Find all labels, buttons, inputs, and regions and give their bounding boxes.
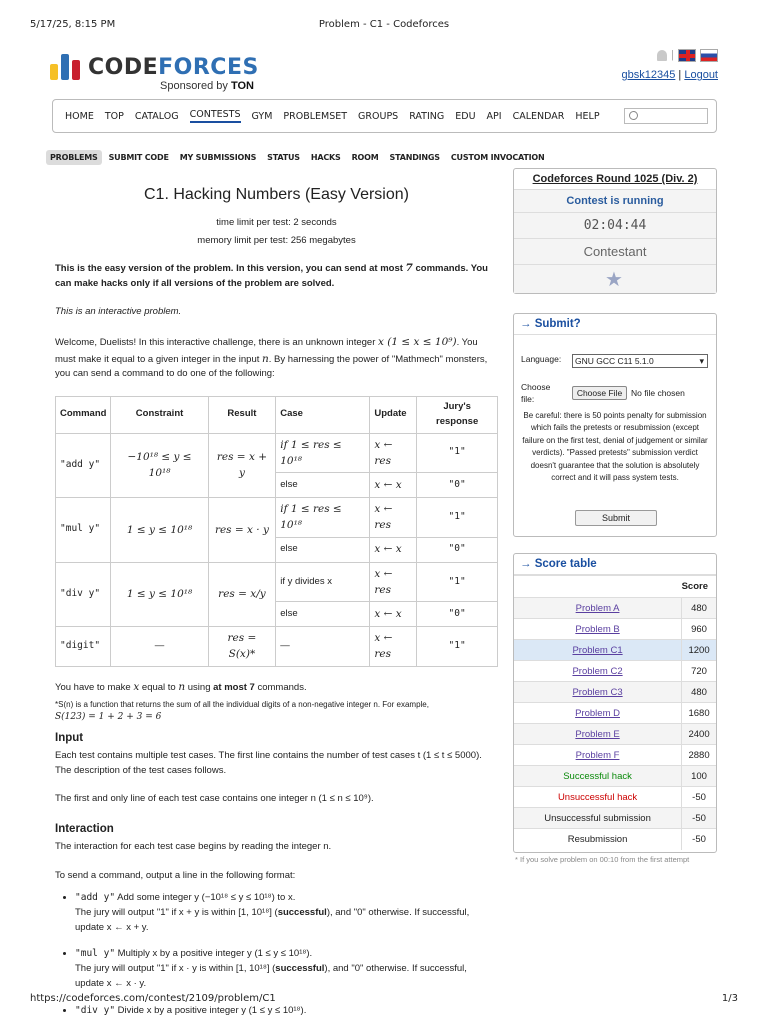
- submit-box: [513, 313, 717, 537]
- menu-edu[interactable]: EDU: [455, 110, 476, 122]
- submit-button[interactable]: Submit: [575, 510, 657, 526]
- footnote: *S(n) is a function that returns the sum of all the individual digits of a non-negative integer n. For example, S(123) = 1 + 2 + 3 = 6: [55, 700, 429, 722]
- submenu-my-submissions[interactable]: MY SUBMISSIONS: [179, 153, 257, 162]
- interaction-section-title: Interaction: [55, 823, 114, 835]
- table-row: "div y" 1 ≤ y ≤ 10¹⁸ res = x/y if y divides x x ← res "1": [56, 562, 498, 602]
- participant-role: Contestant: [514, 239, 716, 265]
- table-row: Problem C2 720: [514, 661, 716, 682]
- print-datetime: 5/17/25, 8:15 PM: [30, 19, 116, 30]
- submenu-problems[interactable]: PROBLEMS: [46, 150, 102, 165]
- submenu-submit-code[interactable]: SUBMIT CODE: [108, 153, 169, 162]
- score-table-title: → Score table: [514, 554, 716, 575]
- list-item: • "add y" Add some integer y (−10¹⁸ ≤ y ≤ 10¹⁸) to x. The jury will output "1" if x + y is within [1, 10¹⁸] (successful), and "0" otherwise. If successful, update x ← x + y.: [75, 891, 498, 935]
- score-problem-b-link[interactable]: Problem B: [575, 623, 620, 635]
- logo-bars-icon: [50, 54, 82, 80]
- menu-problemset[interactable]: PROBLEMSET: [283, 110, 348, 122]
- logout-link[interactable]: Logout: [684, 69, 718, 81]
- menu-calendar[interactable]: CALENDAR: [512, 110, 565, 122]
- search-icon: [629, 111, 638, 120]
- easy-version-note: This is the easy version of the problem. In this version, you can send at most 7 commands. You can make hacks only if all versions of the problem are solved.: [55, 261, 488, 289]
- table-row: Problem A 480: [514, 598, 716, 619]
- menu-help[interactable]: HELP: [575, 110, 600, 122]
- table-row: else x ← x "0": [56, 537, 498, 562]
- english-flag-icon[interactable]: [678, 49, 696, 62]
- input-paragraph-2: The first and only line of each test case contains one integer n (1 ≤ n ≤ 10⁹).: [55, 793, 374, 805]
- menu-home[interactable]: HOME: [65, 110, 94, 122]
- interactive-note: This is an interactive problem.: [55, 306, 182, 318]
- commands-table: [55, 396, 498, 667]
- username-link[interactable]: gbsk12345: [621, 69, 676, 81]
- menu-groups[interactable]: GROUPS: [358, 110, 399, 122]
- table-row: Problem C1 1200: [514, 640, 716, 661]
- table-row: Successful hack 100: [514, 766, 716, 787]
- intro-paragraph: Welcome, Duelists! In this interactive challenge, there is an unknown integer x (1 ≤ x ≤ 10⁹). You must make it equal to a given integer in the input n. By harnessing the power of "Mathmech" monsters, you can send a command to do one of the following:: [55, 335, 488, 380]
- contest-submenu: [46, 150, 552, 165]
- language-label: Language:: [521, 354, 562, 364]
- problem-title: C1. Hacking Numbers (Easy Version): [144, 186, 409, 203]
- interaction-paragraph-2: To send a command, output a line in the following format:: [55, 869, 296, 881]
- table-row: "add y" −10¹⁸ ≤ y ≤ 10¹⁸ res = x + y if 1 ≤ res ≤ 10¹⁸ x ← res "1": [56, 433, 498, 473]
- table-row: Resubmission -50: [514, 829, 716, 850]
- score-problem-c2-link[interactable]: Problem C2: [572, 665, 623, 677]
- print-title: Problem - C1 - Codeforces: [318, 19, 450, 30]
- table-row: "digit" — res = S(x)* — x ← res "1": [56, 627, 498, 667]
- table-row: Problem E 2400: [514, 724, 716, 745]
- goal-paragraph: You have to make x equal to n using at most 7 commands.: [55, 680, 307, 693]
- chevron-down-icon: ▾: [699, 356, 704, 366]
- score-table-box: [513, 553, 717, 853]
- table-row: "mul y" 1 ≤ y ≤ 10¹⁸ res = x · y if 1 ≤ res ≤ 10¹⁸ x ← res "1": [56, 498, 498, 538]
- score-problem-c3-link[interactable]: Problem C3: [572, 686, 623, 698]
- main-menu: [52, 99, 717, 133]
- contest-timer: 02:04:44: [514, 213, 716, 239]
- score-problem-e-link[interactable]: Problem E: [575, 728, 620, 740]
- interaction-paragraph-1: The interaction for each test case begins by reading the integer n.: [55, 840, 332, 852]
- user-area: | gbsk12345 | Logout: [621, 49, 718, 81]
- submenu-custom-invocation[interactable]: CUSTOM INVOCATION: [450, 153, 545, 162]
- table-header-row: Command Constraint Result Case Update Jury's response: [56, 397, 498, 433]
- notification-bell-icon[interactable]: [657, 50, 667, 61]
- table-row: Problem B 960: [514, 619, 716, 640]
- table-row: Unsuccessful hack -50: [514, 787, 716, 808]
- print-page-number: 1/3: [721, 993, 738, 1004]
- round-title-link[interactable]: Codeforces Round 1025 (Div. 2): [514, 169, 716, 190]
- input-section-title: Input: [55, 732, 84, 745]
- menu-top[interactable]: TOP: [104, 110, 124, 122]
- table-row: else x ← x "0": [56, 473, 498, 498]
- score-table: Score Problem A 480 Problem B 960 Problem C1 1200 Problem C2 720 Problem C3 480 Problem D 1680 Problem E 2400 Problem F 2880 Successful hack 100 Unsuccessful hack -50 Unsuccessful submission -50 Resubmission -50: [514, 575, 716, 850]
- table-row: Unsuccessful submission -50: [514, 808, 716, 829]
- logo-wordmark: CODEFORCES: [88, 55, 259, 80]
- language-select[interactable]: GNU GCC C11 5.1.0 ▾: [572, 354, 708, 368]
- choose-file-label: Choose file:: [521, 382, 551, 404]
- contest-info-box: [513, 168, 717, 294]
- favourite-star-icon[interactable]: ★: [514, 265, 716, 293]
- submenu-standings[interactable]: STANDINGS: [389, 153, 440, 162]
- time-limit: time limit per test: 2 seconds: [216, 216, 337, 228]
- table-row: Problem D 1680: [514, 703, 716, 724]
- table-row: else x ← x "0": [56, 602, 498, 627]
- problem-statement: [55, 180, 498, 1024]
- penalty-warning: Be careful: there is 50 points penalty for submission which fails the pretests or resubmission (except failure on the first test, denial of judgement or similar verdicts). "Passed pretests" submission verdict doesn't guarantee that the solution is absolutely correct and it will pass system tests.: [522, 411, 708, 482]
- menu-api[interactable]: API: [486, 110, 502, 122]
- score-problem-f-link[interactable]: Problem F: [575, 749, 620, 761]
- submenu-hacks[interactable]: HACKS: [310, 153, 341, 162]
- submit-box-title: → Submit?: [514, 314, 716, 335]
- contest-status: Contest is running: [514, 190, 716, 213]
- choose-file-button[interactable]: Choose File: [572, 386, 627, 400]
- score-problem-a-link[interactable]: Problem A: [575, 602, 620, 614]
- score-footnote: * If you solve problem on 00:10 from the first attempt: [515, 855, 690, 864]
- score-problem-c1-link[interactable]: Problem C1: [572, 644, 623, 656]
- sponsor-line: Sponsored by TON: [160, 80, 254, 92]
- menu-contests[interactable]: CONTESTS: [190, 109, 241, 123]
- russian-flag-icon[interactable]: [700, 49, 718, 62]
- menu-gym[interactable]: GYM: [251, 110, 273, 122]
- score-problem-d-link[interactable]: Problem D: [575, 707, 620, 719]
- print-url: https://codeforces.com/contest/2109/problem/C1: [30, 993, 276, 1004]
- memory-limit: memory limit per test: 256 megabytes: [197, 234, 356, 246]
- no-file-text: No file chosen: [631, 388, 685, 398]
- input-paragraph-1: Each test contains multiple test cases. The first line contains the number of test cases t (1 ≤ t ≤ 5000). The description of the test cases follows.: [55, 749, 482, 776]
- list-item: • "div y" Divide x by a positive integer y (1 ≤ y ≤ 10¹⁸).: [75, 1004, 498, 1019]
- submenu-room[interactable]: ROOM: [351, 153, 379, 162]
- submenu-status[interactable]: STATUS: [267, 153, 300, 162]
- menu-catalog[interactable]: CATALOG: [134, 110, 179, 122]
- table-row: Problem C3 480: [514, 682, 716, 703]
- list-item: • "mul y" Multiply x by a positive integer y (1 ≤ y ≤ 10¹⁸). The jury will output "1" if x · y is within [1, 10¹⁸] (successful), and "0" otherwise. If successful, update x ← x · y.: [75, 947, 498, 991]
- menu-rating[interactable]: RATING: [409, 110, 445, 122]
- table-row: Problem F 2880: [514, 745, 716, 766]
- search-input[interactable]: [624, 108, 708, 124]
